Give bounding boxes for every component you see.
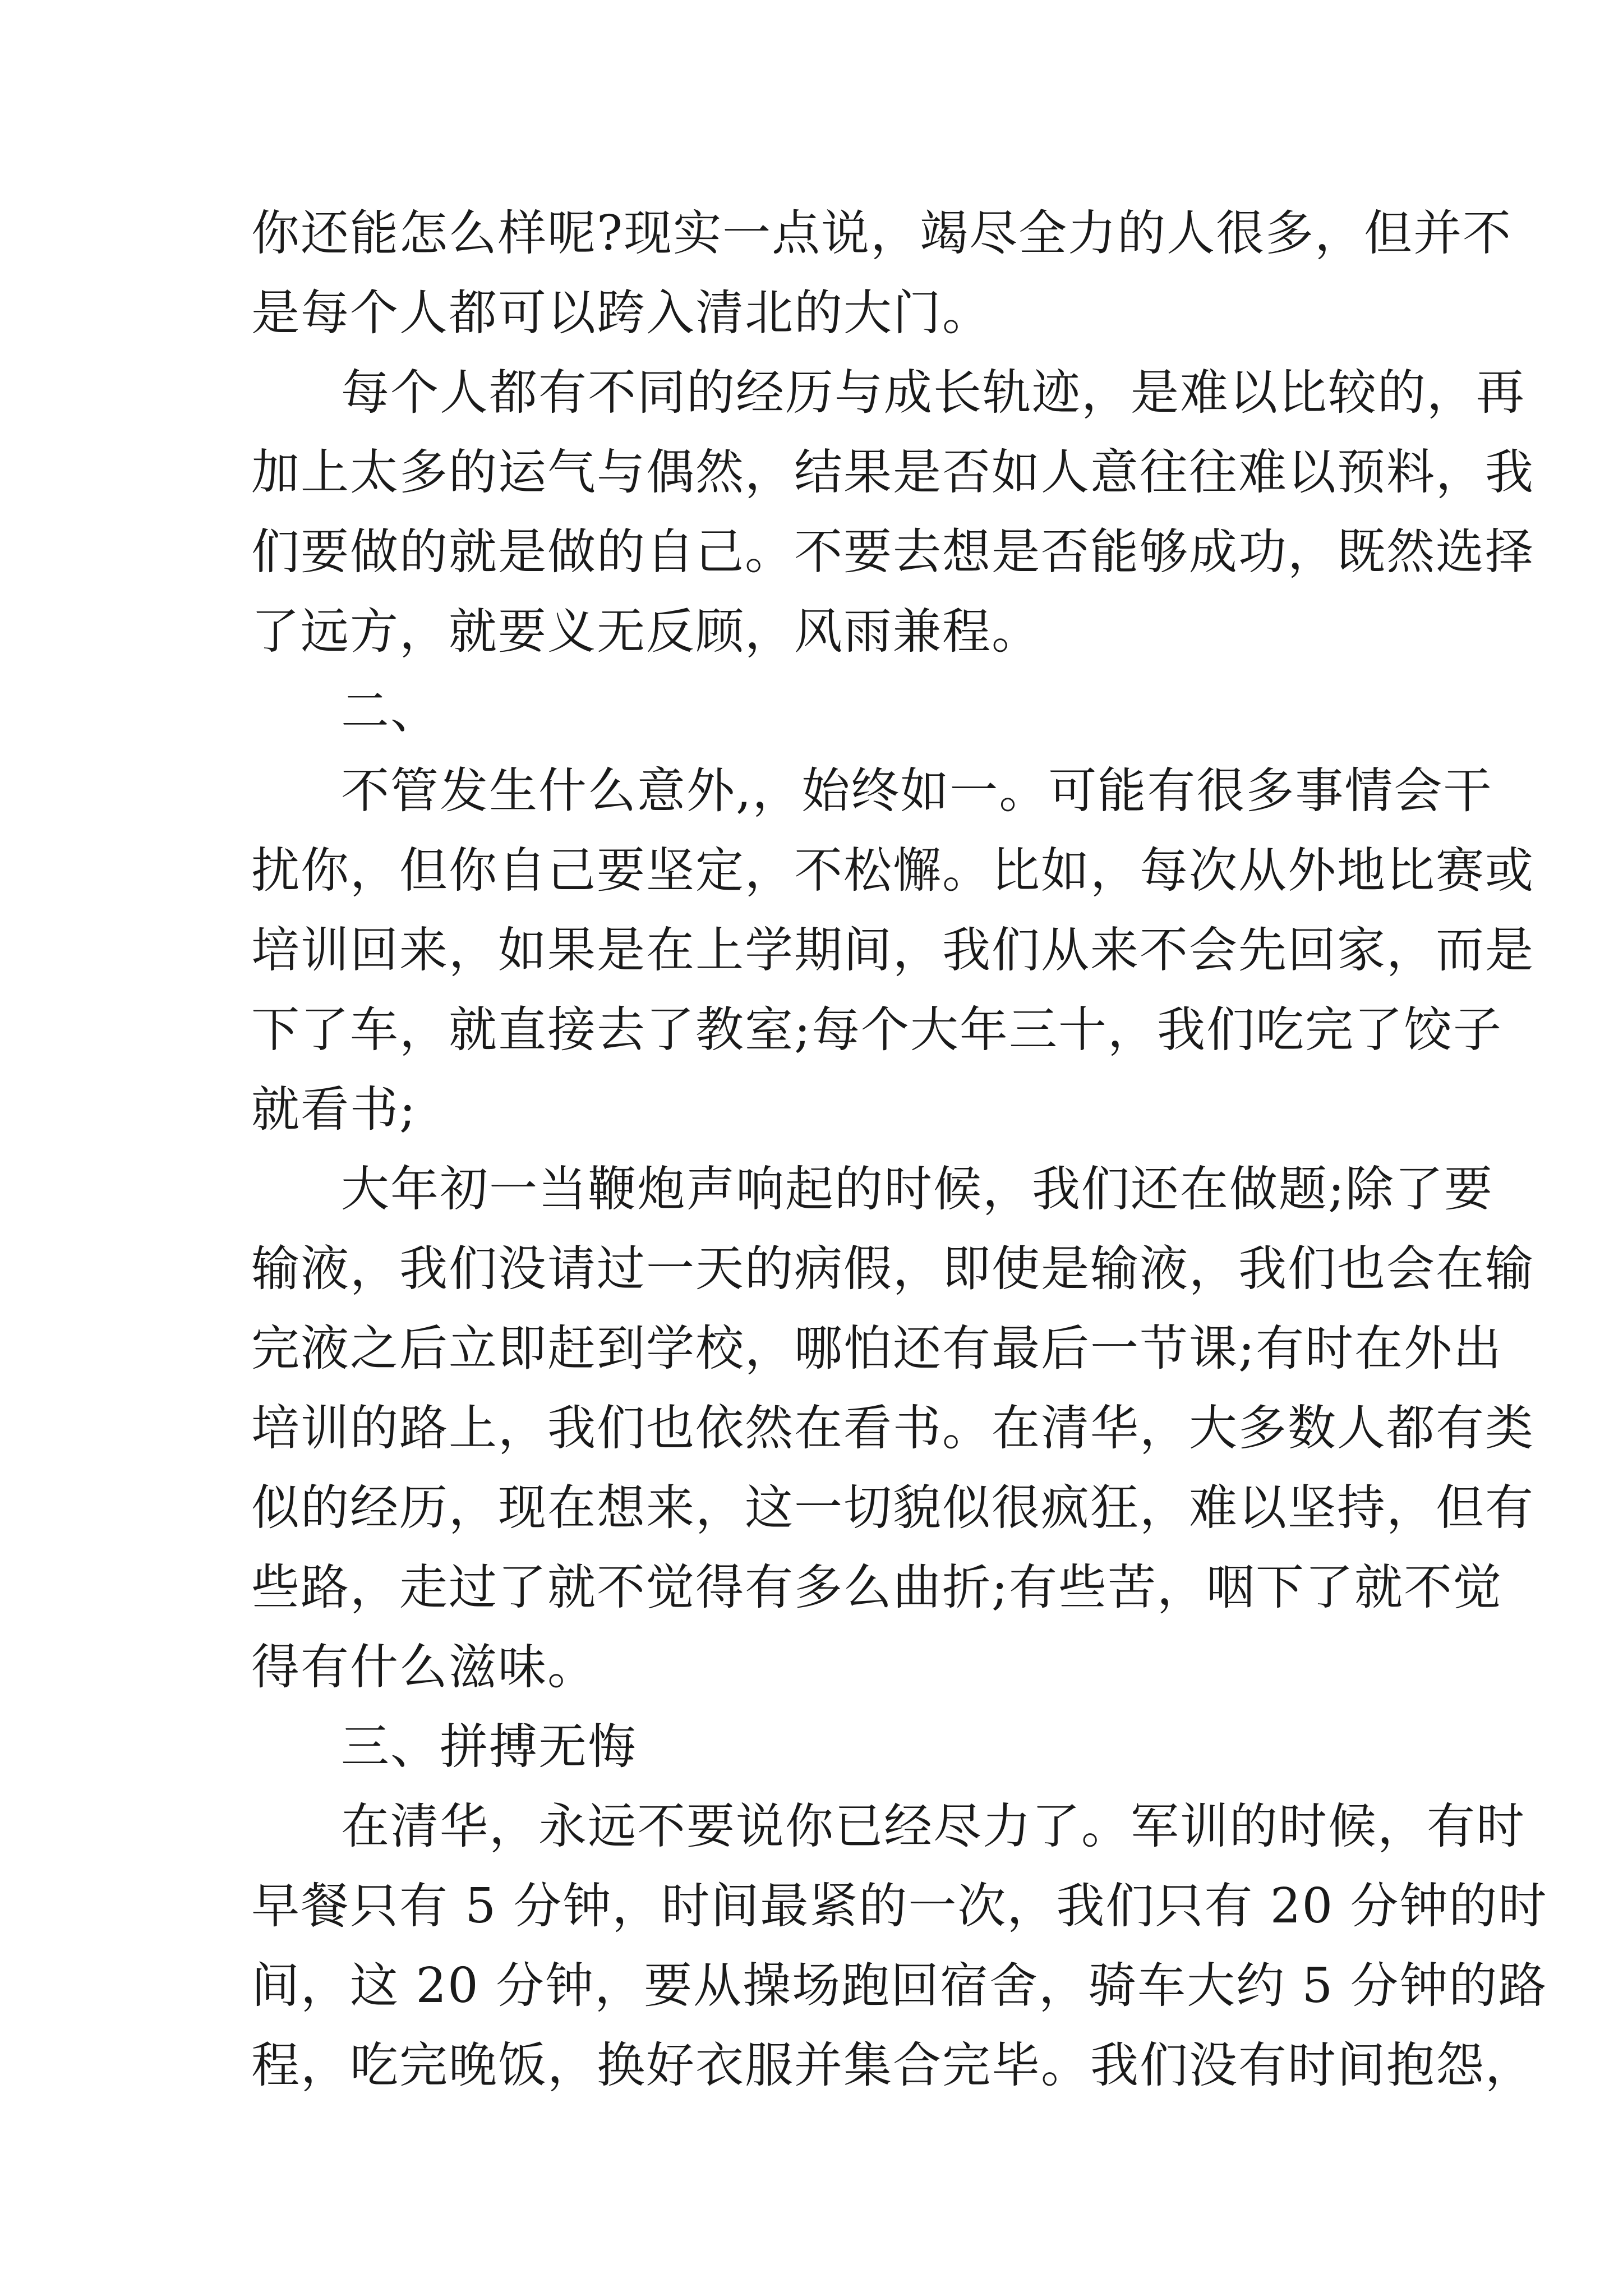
paragraph-start-line: 大年初一当鞭炮声响起的时候，我们还在做题;除了要	[341, 1161, 1493, 1217]
paragraph-start-line: 不管发生什么意外,，始终如一。可能有很多事情会干	[341, 763, 1493, 819]
document-body	[251, 194, 1548, 2105]
text-line: 扰你，但你自己要坚定，不松懈。比如，每次从外地比赛或	[251, 843, 1534, 899]
text-line: 是每个人都可以跨入清北的大门。	[251, 285, 992, 341]
paragraph-start-line: 每个人都有不同的经历与成长轨迹，是难以比较的，再	[341, 365, 1525, 421]
text-line: 似的经历，现在想来，这一切貌似很疯狂，难以坚持，但有	[251, 1480, 1534, 1536]
text-line: 你还能怎么样呢?现实一点说，竭尽全力的人很多，但并不	[251, 205, 1513, 261]
text-line: 下了车，就直接去了教室;每个大年三十，我们吃完了饺子	[251, 1002, 1502, 1058]
section-heading: 二、	[341, 683, 440, 739]
text-line: 完液之后立即赶到学校，哪怕还有最后一节课;有时在外出	[251, 1320, 1502, 1377]
text-line: 培训回来，如果是在上学期间，我们从来不会先回家，而是	[251, 922, 1534, 978]
text-line: 就看书;	[251, 1082, 417, 1138]
text-line: 程，吃完晚饭，换好衣服并集合完毕。我们没有时间抱怨，	[251, 2037, 1534, 2093]
text-line: 早餐只有 5 分钟，时间最紧的一次，我们只有 20 分钟的时	[251, 1878, 1548, 1934]
text-line: 些路，走过了就不觉得有多么曲折;有些苦，咽下了就不觉	[251, 1559, 1502, 1616]
text-line: 了远方，就要义无反顾，风雨兼程。	[251, 604, 1041, 660]
text-line: 得有什么滋味。	[251, 1639, 597, 1695]
paragraph-start-line: 在清华，永远不要说你已经尽力了。军训的时候，有时	[341, 1798, 1525, 1855]
section-heading: 三、拼搏无悔	[341, 1719, 637, 1775]
text-line: 加上太多的运气与偶然，结果是否如人意往往难以预料，我	[251, 444, 1534, 500]
text-line: 培训的路上，我们也依然在看书。在清华，大多数人都有类	[251, 1400, 1534, 1456]
text-line: 输液，我们没请过一天的病假，即使是输液，我们也会在输	[251, 1241, 1534, 1297]
text-line: 们要做的就是做的自己。不要去想是否能够成功，既然选择	[251, 524, 1534, 580]
text-line: 间，这 20 分钟，要从操场跑回宿舍，骑车大约 5 分钟的路	[251, 1958, 1548, 2014]
